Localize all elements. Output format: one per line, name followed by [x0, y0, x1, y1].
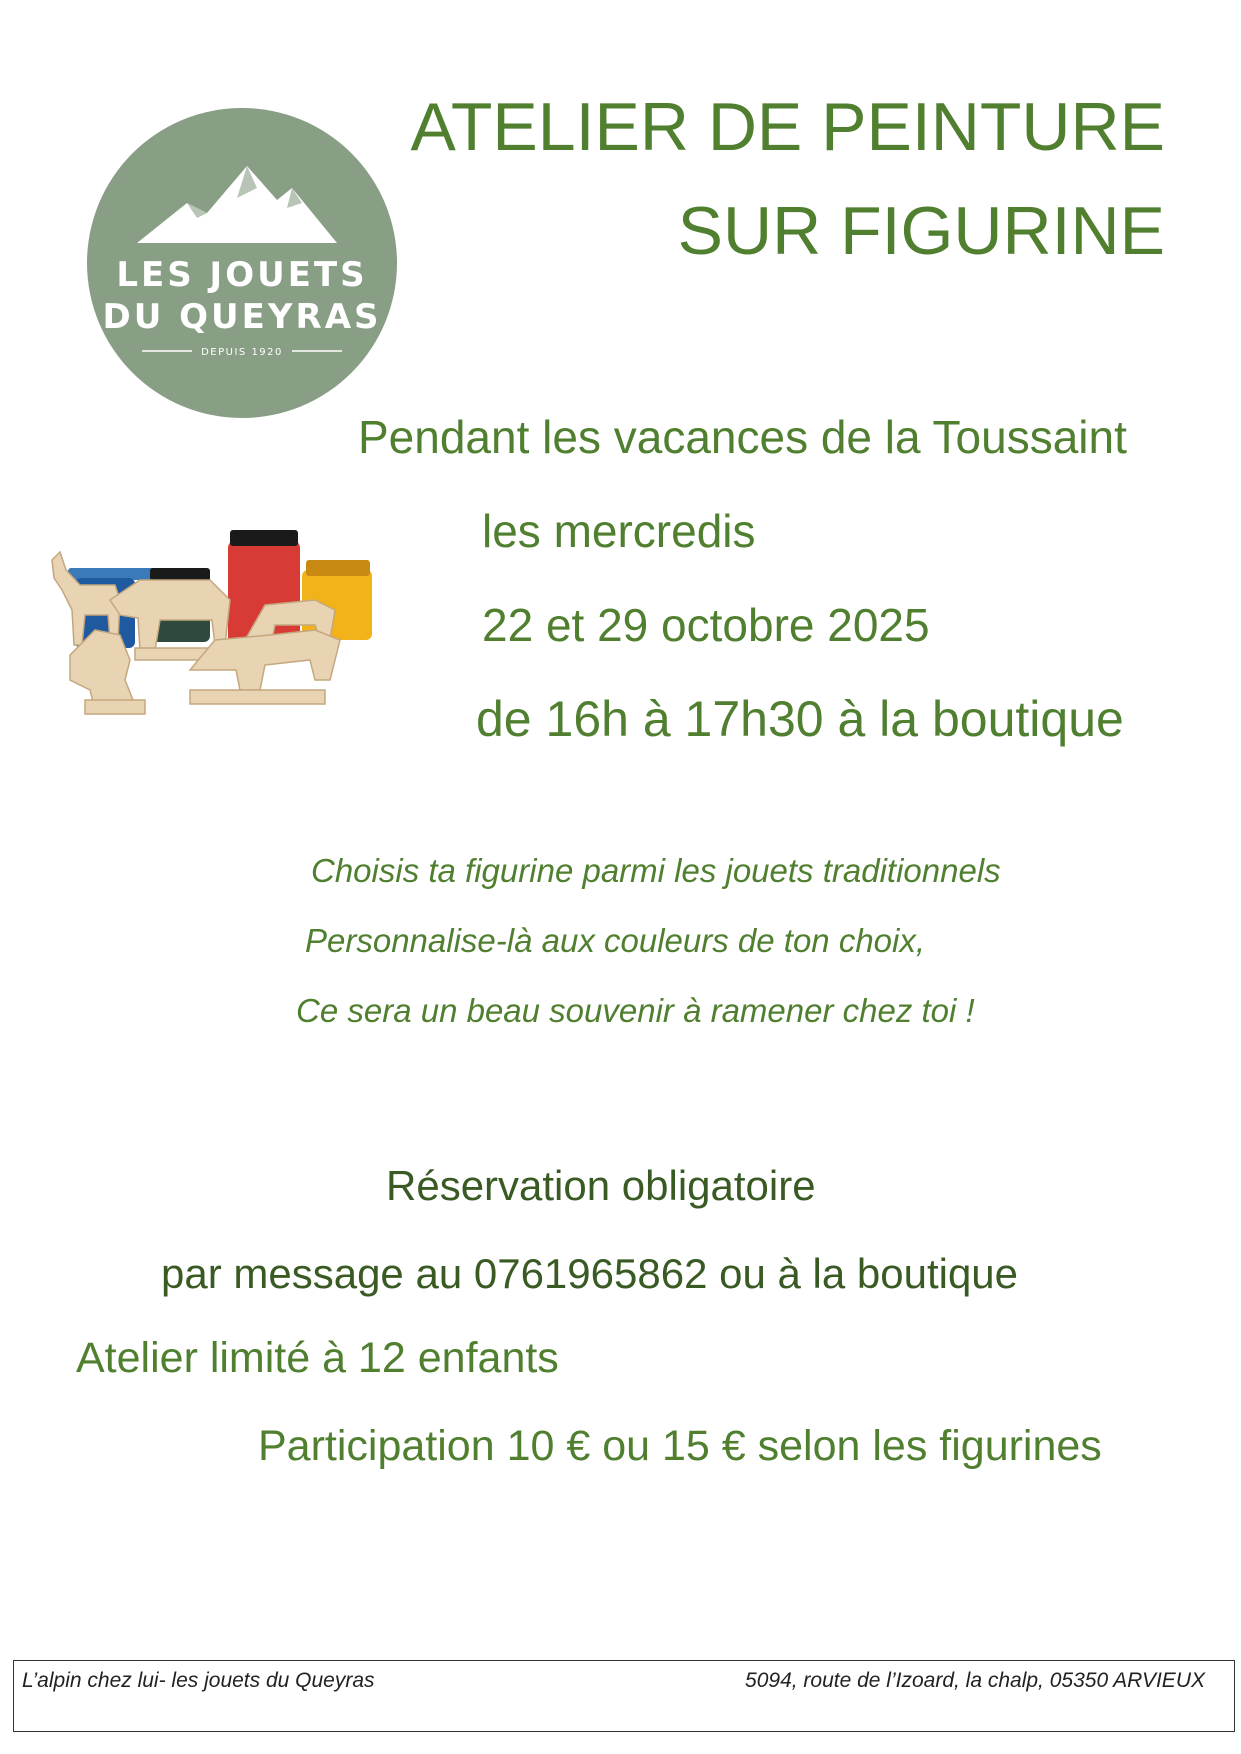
slogan-line-2: Personnalise-là aux couleurs de ton choix, — [305, 922, 926, 959]
footer-right: 5094, route de l’Izoard, la chalp, 05350 ARVIEUX — [745, 1669, 1205, 1692]
logo-line1: LES JOUETS — [116, 255, 368, 295]
paint-figurines-image — [40, 530, 390, 810]
schedule-time-place: de 16h à 17h30 à la boutique — [476, 691, 1124, 747]
logo-line2: DU QUEYRAS — [102, 297, 382, 337]
footer-left: L’alpin chez lui- les jouets du Queyras — [22, 1669, 375, 1692]
schedule-days: les mercredis — [482, 505, 756, 557]
title-line-2: SUR FIGURINE — [677, 193, 1165, 269]
slogan-line-3: Ce sera un beau souvenir à ramener chez toi ! — [296, 992, 975, 1029]
booking-limit: Atelier limité à 12 enfants — [76, 1334, 559, 1382]
slogan-line-1: Choisis ta figurine parmi les jouets traditionnels — [311, 852, 1001, 889]
brand-logo — [87, 108, 397, 418]
booking-price: Participation 10 € ou 15 € selon les figurines — [258, 1422, 1102, 1470]
schedule-period: Pendant les vacances de la Toussaint — [358, 411, 1127, 463]
schedule-dates: 22 et 29 octobre 2025 — [482, 599, 930, 651]
booking-required: Réservation obligatoire — [386, 1162, 816, 1209]
logo-tagline: DEPUIS 1920 — [201, 347, 283, 358]
title-line-1: ATELIER DE PEINTURE — [410, 89, 1165, 165]
booking-contact: par message au 0761965862 ou à la boutique — [161, 1250, 1019, 1297]
